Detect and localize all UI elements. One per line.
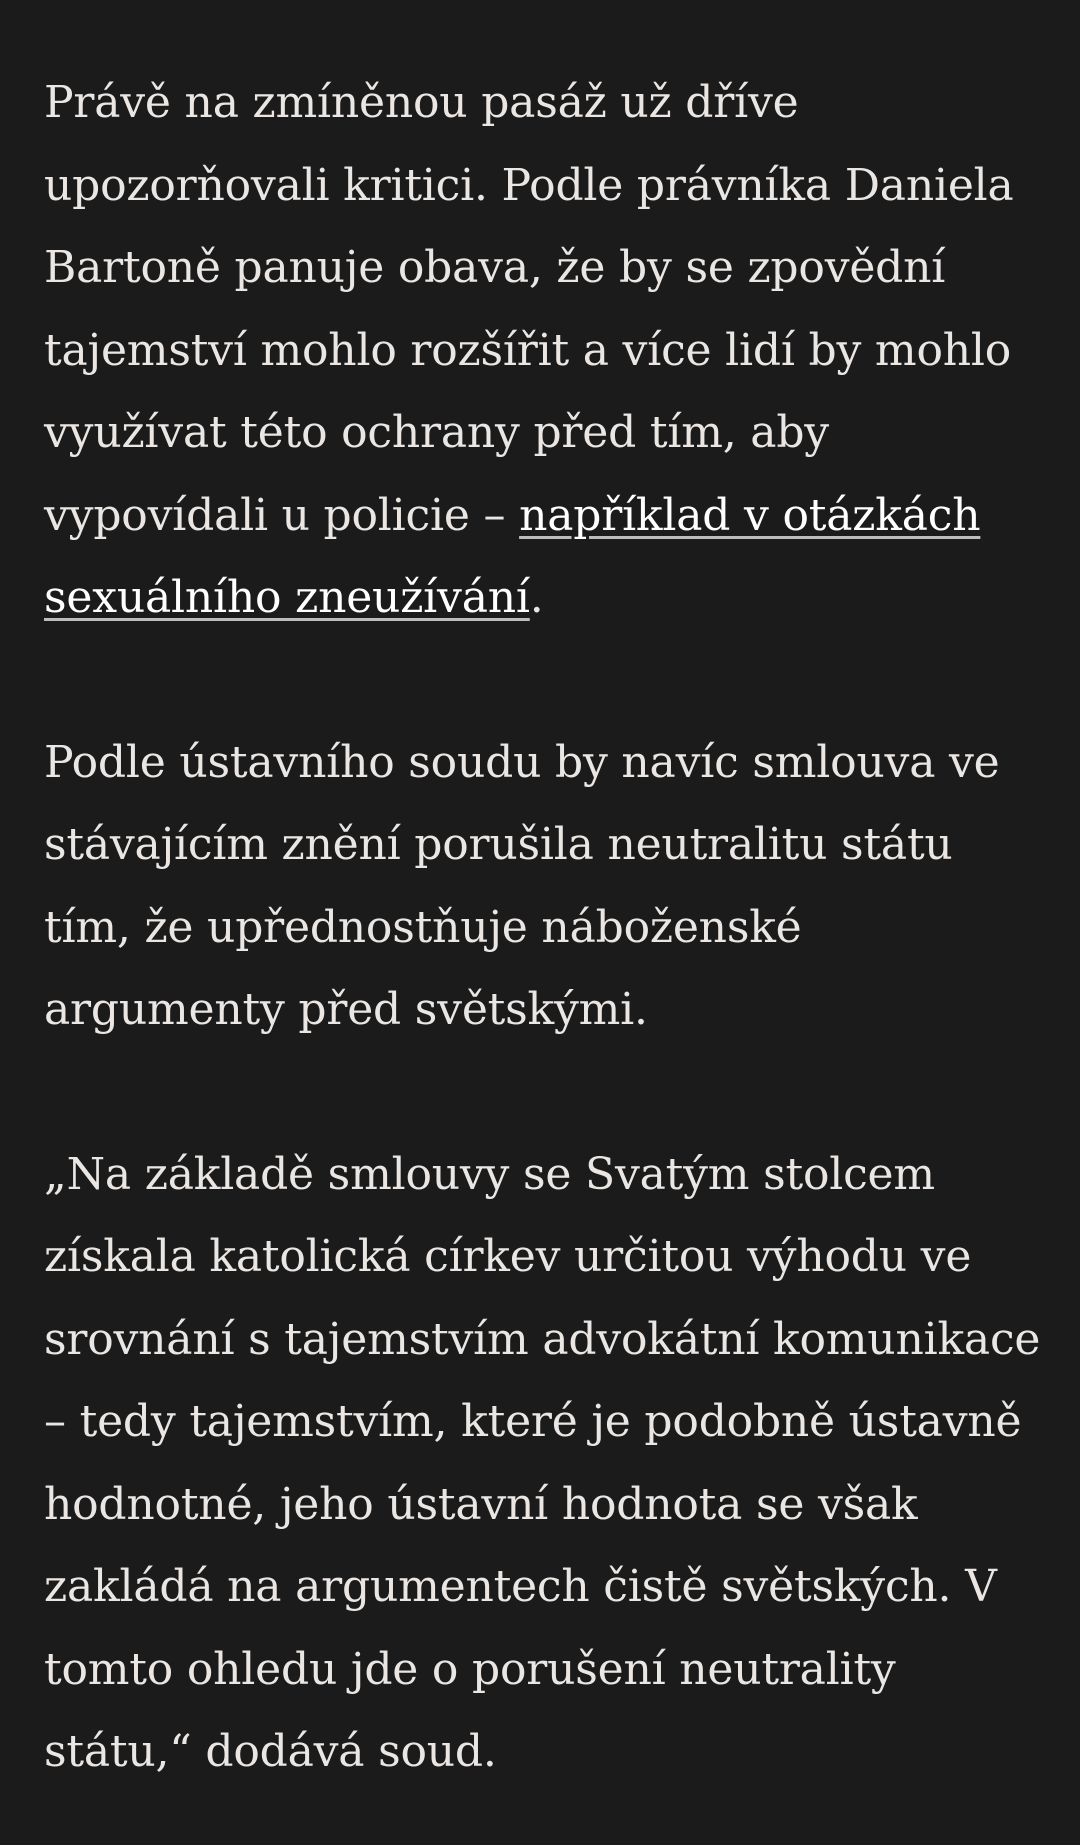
sexual-abuse-link[interactable]: například v otázkách sexuálního zneužívání — [44, 489, 981, 623]
paragraph-critics-end: . — [529, 572, 544, 623]
paragraph-critics-text: Právě na zmíněnou pasáž už dříve upozorňovali kritici. Podle právníka Daniela Bartoně panuje obava, že by se zpovědní tajemství mohlo rozšířit a více lidí by mohlo využívat této ochrany před tím, aby vypovídali u policie – — [44, 77, 1014, 541]
paragraph-critics — [44, 62, 1044, 640]
paragraph-court-quote: „Na základě smlouvy se Svatým stolcem získala katolická církev určitou výhodu ve srovnání s tajemstvím advokátní komunikace – tedy tajemstvím, které je podobně ústavně hodnotné, jeho ústavní hodnota se však zakládá na argumentech čistě světských. V tomto ohledu jde o porušení neutrality státu,“ dodává soud. — [44, 1148, 1041, 1777]
article-body — [44, 62, 1044, 1794]
paragraph-neutrality: Podle ústavního soudu by navíc smlouva ve stávajícím znění porušila neutralitu státu tím, že upřednostňuje náboženské argumenty před světskými. — [44, 736, 1000, 1035]
